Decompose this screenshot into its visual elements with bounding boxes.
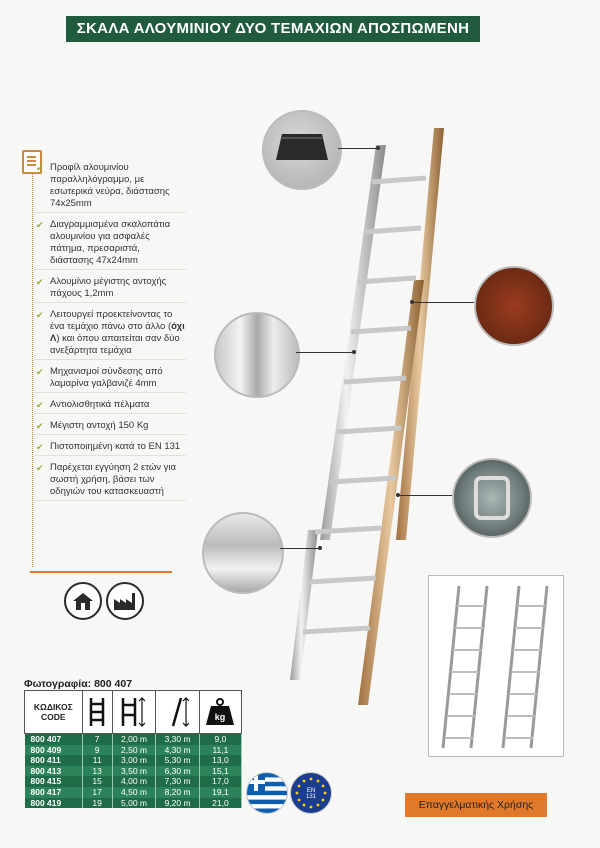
- table-row: 800 409 9 2,50 m 4,30 m 11,1: [25, 745, 242, 756]
- feature-item: ✔ Πιστοποιημένη κατά το EN 131: [34, 441, 186, 456]
- feature-item: ✔ Παρέχεται εγγύηση 2 ετών για σωστή χρήση, βάσει των οδηγιών του κατασκευαστή: [34, 462, 186, 501]
- check-icon: ✔: [36, 367, 44, 377]
- feature-item: ✔ Αλουμίνιο μέγιστης αντοχής πάχους 1,2mm: [34, 276, 186, 303]
- feature-item: ✔ Μηχανισμοί σύνδεσης από λαμαρίνα γαλβανιζέ 4mm: [34, 366, 186, 393]
- table-row: 800 417 17 4,50 m 8,20 m 19,1: [25, 787, 242, 798]
- leader-dot: [396, 493, 400, 497]
- ladder-thumbnail-image: [428, 575, 564, 757]
- factory-icon: [106, 582, 144, 620]
- connector-detail-image: [452, 458, 532, 538]
- double-ladder-icon: [121, 697, 147, 727]
- check-icon: ✔: [36, 442, 44, 452]
- leader-dot: [376, 146, 380, 150]
- feature-item: ✔ Μέγιστη αντοχή 150 Kg: [34, 420, 186, 435]
- rail-label-detail-image: [474, 266, 554, 346]
- weight-unit-label: kg: [215, 712, 226, 722]
- feature-item: ✔ Λειτουργεί προεκτείνοντας το ένα τεμάχιο πάνω στο άλλο (όχι Λ) και όπου απαιτείται σαν δύο ανεξάρτητα τεμάχια: [34, 309, 186, 360]
- check-icon: ✔: [36, 163, 44, 173]
- leader-dot: [352, 350, 356, 354]
- leader-line: [412, 302, 474, 303]
- check-icon: ✔: [36, 400, 44, 410]
- table-row: 800 419 19 5,00 m 9,20 m 21,0: [25, 798, 242, 809]
- check-icon: ✔: [36, 220, 44, 230]
- height-icon: [167, 697, 189, 727]
- profile-detail-image: [214, 312, 300, 398]
- leader-dot: [410, 300, 414, 304]
- table-row: 800 413 13 3,50 m 6,30 m 15,1: [25, 766, 242, 777]
- feature-item: ✔ Αντιολισθητικά πέλματα: [34, 399, 186, 414]
- house-icon: [64, 582, 102, 620]
- leader-dot: [318, 546, 322, 550]
- step-detail-image: [202, 512, 284, 594]
- check-icon: ✔: [36, 310, 44, 320]
- length-header: [112, 691, 156, 734]
- check-icon: ✔: [36, 463, 44, 473]
- steps-header: [82, 691, 112, 734]
- table-row: 800 407 7 2,00 m 3,30 m 9,0: [25, 734, 242, 745]
- table-row: 800 411 11 3,00 m 5,30 m 13,0: [25, 755, 242, 766]
- greek-flag-icon: [246, 772, 288, 814]
- code-header: ΚΩΔΙΚΟΣ CODE: [25, 691, 83, 734]
- weight-header: [199, 691, 241, 734]
- page-title: ΣΚΑΛΑ ΑΛΟΥΜΙΝΙΟΥ ΔΥΟ ΤΕΜΑΧΙΩΝ ΑΠΟΣΠΩΜΕΝΗ: [66, 16, 480, 42]
- check-icon: ✔: [36, 277, 44, 287]
- divider-line: [30, 571, 172, 573]
- leader-line: [338, 148, 378, 149]
- table-row: 800 415 15 4,00 m 7,30 m 17,0: [25, 776, 242, 787]
- check-icon: ✔: [36, 421, 44, 431]
- height-header: [156, 691, 199, 734]
- feature-item: ✔ Προφίλ αλουμινίου παραλληλόγραμμο, με εσωτερικά νεύρα, διάστασης 74x25mm: [34, 162, 186, 213]
- step-icon: [89, 697, 105, 727]
- feature-item: ✔ Διαγραμμισμένα σκαλοπάτια αλουμινίου για ασφαλές πάτημα, πρεσαριστά, διάστασης 47x24mm: [34, 219, 186, 270]
- feature-list: [34, 162, 186, 507]
- foot-detail-image: [262, 110, 342, 190]
- leader-line: [280, 548, 320, 549]
- en131-cert-icon: EN 131: [290, 772, 332, 814]
- feature-list-panel: [22, 150, 185, 570]
- leader-line: [398, 495, 452, 496]
- photo-code-label: Φωτογραφία: 800 407: [24, 678, 133, 690]
- professional-use-badge: Επαγγελματικής Χρήσης: [405, 793, 547, 817]
- leader-line: [296, 352, 354, 353]
- usage-icons: [64, 582, 144, 620]
- spec-table: [24, 690, 242, 808]
